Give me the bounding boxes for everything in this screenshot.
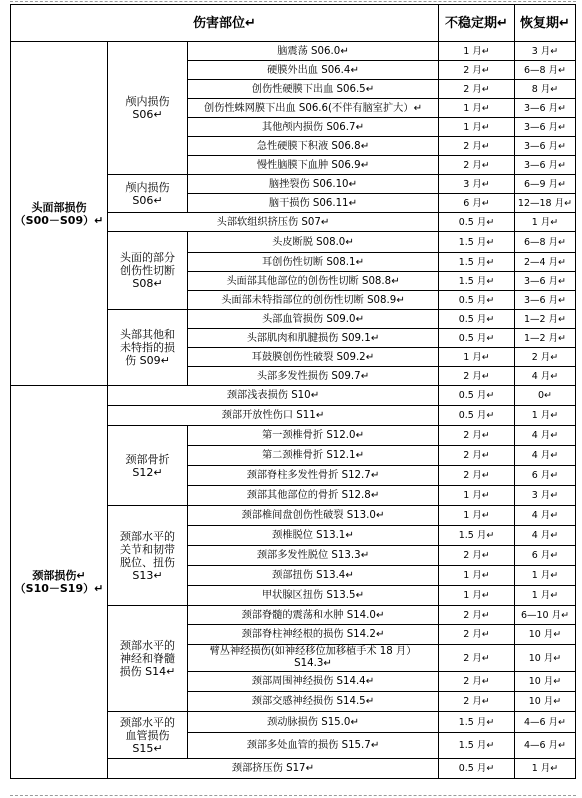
- unstable-period-cell: 1 月↵: [439, 348, 515, 367]
- injury-name-cell: 急性硬膜下积液 S06.8↵: [188, 137, 439, 156]
- unstable-period-cell: 1 月↵: [439, 506, 515, 526]
- unstable-period-cell: 0.5 月↵: [439, 329, 515, 348]
- injury-name-cell: 硬膜外出血 S06.4↵: [188, 61, 439, 80]
- recovery-period-cell: 6—9 月↵: [515, 175, 576, 194]
- unstable-period-cell: 1 月↵: [439, 99, 515, 118]
- unstable-period-cell: 2 月↵: [439, 672, 515, 692]
- unstable-period-cell: 2 月↵: [439, 546, 515, 566]
- injury-name-cell: 耳鼓膜创伤性破裂 S09.2↵: [188, 348, 439, 367]
- injury-name-cell: 颈部脊柱多发性骨折 S12.7↵: [188, 466, 439, 486]
- unstable-period-cell: 0.5 月↵: [439, 291, 515, 310]
- recovery-period-cell: 10 月↵: [515, 692, 576, 712]
- unstable-period-cell: 1.5 月↵: [439, 733, 515, 759]
- recovery-period-cell: 8 月↵: [515, 80, 576, 99]
- recovery-period-cell: 2—4 月↵: [515, 253, 576, 272]
- recovery-period-cell: 3—6 月↵: [515, 291, 576, 310]
- unstable-period-cell: 2 月↵: [439, 156, 515, 175]
- recovery-period-cell: 0↵: [515, 386, 576, 406]
- unstable-period-cell: 1 月↵: [439, 118, 515, 137]
- injury-name-cell: 其他颅内损伤 S06.7↵: [188, 118, 439, 137]
- injury-name-cell: 颈部挤压伤 S17↵: [108, 759, 439, 779]
- recovery-period-cell: 3—6 月↵: [515, 156, 576, 175]
- unstable-period-cell: 1 月↵: [439, 486, 515, 506]
- subcategory-cell: 颈部水平的 血管损伤 S15↵: [108, 712, 188, 759]
- injury-name-cell: 脑震荡 S06.0↵: [188, 42, 439, 61]
- recovery-period-cell: 3—6 月↵: [515, 99, 576, 118]
- subcategory-cell: 头部其他和 未特指的损 伤 S09↵: [108, 310, 188, 386]
- unstable-period-cell: 0.5 月↵: [439, 386, 515, 406]
- header-unstable-period: 不稳定期↵: [439, 5, 515, 42]
- injury-name-cell: 颈部扭伤 S13.4↵: [188, 566, 439, 586]
- unstable-period-cell: 2 月↵: [439, 137, 515, 156]
- recovery-period-cell: 4 月↵: [515, 446, 576, 466]
- injury-name-cell: 颈部交感神经损伤 S14.5↵: [188, 692, 439, 712]
- injury-name-cell: 颈椎脱位 S13.1↵: [188, 526, 439, 546]
- recovery-period-cell: 4—6 月↵: [515, 712, 576, 733]
- recovery-period-cell: 3—6 月↵: [515, 272, 576, 291]
- recovery-period-cell: 3—6 月↵: [515, 137, 576, 156]
- unstable-period-cell: 1 月↵: [439, 42, 515, 61]
- unstable-period-cell: 2 月↵: [439, 645, 515, 672]
- recovery-period-cell: 6 月↵: [515, 466, 576, 486]
- subcategory-cell: 头面的部分 创伤性切断 S08↵: [108, 232, 188, 310]
- unstable-period-cell: 2 月↵: [439, 80, 515, 99]
- injury-name-cell: 头部血管损伤 S09.0↵: [188, 310, 439, 329]
- recovery-period-cell: 4 月↵: [515, 506, 576, 526]
- injury-period-table: [10, 4, 576, 779]
- table-header-row: [11, 5, 576, 42]
- recovery-period-cell: 1 月↵: [515, 406, 576, 426]
- page-top-edge: [10, 1, 576, 2]
- injury-name-cell: 耳创伤性切断 S08.1↵: [188, 253, 439, 272]
- recovery-period-cell: 4 月↵: [515, 526, 576, 546]
- injury-name-cell: 颈动脉损伤 S15.0↵: [188, 712, 439, 733]
- recovery-period-cell: 3 月↵: [515, 42, 576, 61]
- injury-name-cell: 颈部开放性伤口 S11↵: [108, 406, 439, 426]
- injury-name-cell: 颈部多发性脱位 S13.3↵: [188, 546, 439, 566]
- header-injury-part: 伤害部位↵: [11, 5, 439, 42]
- table-body: [11, 42, 576, 779]
- unstable-period-cell: 1.5 月↵: [439, 526, 515, 546]
- unstable-period-cell: 2 月↵: [439, 367, 515, 386]
- table-row: [11, 42, 576, 61]
- injury-name-cell: 创伤性硬膜下出血 S06.5↵: [188, 80, 439, 99]
- subcategory-cell: 颈部水平的 神经和脊髓 损伤 S14↵: [108, 606, 188, 712]
- injury-name-cell: 颈部多处血管的损伤 S15.7↵: [188, 733, 439, 759]
- injury-name-cell: 头部多发性损伤 S09.7↵: [188, 367, 439, 386]
- injury-name-cell: 颈部其他部位的骨折 S12.8↵: [188, 486, 439, 506]
- injury-name-cell: 头部软组织挤压伤 S07↵: [108, 213, 439, 232]
- recovery-period-cell: 10 月↵: [515, 625, 576, 645]
- unstable-period-cell: 0.5 月↵: [439, 213, 515, 232]
- recovery-period-cell: 1 月↵: [515, 586, 576, 606]
- injury-name-cell: 颈部浅表损伤 S10↵: [108, 386, 439, 406]
- injury-name-cell: 甲状腺区扭伤 S13.5↵: [188, 586, 439, 606]
- unstable-period-cell: 1.5 月↵: [439, 272, 515, 291]
- recovery-period-cell: 1 月↵: [515, 759, 576, 779]
- injury-name-cell: 颈部脊柱神经根的损伤 S14.2↵: [188, 625, 439, 645]
- subcategory-cell: 颈部骨折 S12↵: [108, 426, 188, 506]
- recovery-period-cell: 3—6 月↵: [515, 118, 576, 137]
- injury-name-cell: 臂丛神经损伤(如神经移位加移植手术 18 月） S14.3↵: [188, 645, 439, 672]
- injury-name-cell: 颈部脊髓的震荡和水肿 S14.0↵: [188, 606, 439, 625]
- unstable-period-cell: 1.5 月↵: [439, 232, 515, 253]
- injury-name-cell: 颈部周围神经损伤 S14.4↵: [188, 672, 439, 692]
- category-cell: 颈部损伤↵ （S10－S19）↵: [11, 386, 108, 779]
- recovery-period-cell: 10 月↵: [515, 645, 576, 672]
- recovery-period-cell: 1—2 月↵: [515, 329, 576, 348]
- injury-name-cell: 慢性脑膜下血肿 S06.9↵: [188, 156, 439, 175]
- recovery-period-cell: 6—8 月↵: [515, 61, 576, 80]
- unstable-period-cell: 2 月↵: [439, 446, 515, 466]
- unstable-period-cell: 1.5 月↵: [439, 253, 515, 272]
- table-row: [11, 386, 576, 406]
- page-bottom-edge: [10, 795, 576, 796]
- unstable-period-cell: 0.5 月↵: [439, 310, 515, 329]
- subcategory-cell: 颅内损伤 S06↵: [108, 175, 188, 213]
- category-cell: 头面部损伤 （S00－S09）↵: [11, 42, 108, 386]
- unstable-period-cell: 2 月↵: [439, 426, 515, 446]
- unstable-period-cell: 1.5 月↵: [439, 712, 515, 733]
- unstable-period-cell: 1 月↵: [439, 566, 515, 586]
- subcategory-cell: 颈部水平的 关节和韧带 脱位、扭伤 S13↵: [108, 506, 188, 606]
- unstable-period-cell: 0.5 月↵: [439, 759, 515, 779]
- recovery-period-cell: 4—6 月↵: [515, 733, 576, 759]
- recovery-period-cell: 2 月↵: [515, 348, 576, 367]
- unstable-period-cell: 2 月↵: [439, 692, 515, 712]
- recovery-period-cell: 10 月↵: [515, 672, 576, 692]
- unstable-period-cell: 1 月↵: [439, 586, 515, 606]
- unstable-period-cell: 2 月↵: [439, 61, 515, 80]
- unstable-period-cell: 3 月↵: [439, 175, 515, 194]
- unstable-period-cell: 6 月↵: [439, 194, 515, 213]
- injury-name-cell: 脑挫裂伤 S06.10↵: [188, 175, 439, 194]
- recovery-period-cell: 12—18 月↵: [515, 194, 576, 213]
- subcategory-cell: 颅内损伤 S06↵: [108, 42, 188, 175]
- injury-name-cell: 创伤性蛛网膜下出血 S06.6(不伴有脑室扩大）↵: [188, 99, 439, 118]
- injury-name-cell: 头部肌肉和肌腱损伤 S09.1↵: [188, 329, 439, 348]
- injury-name-cell: 颈部椎间盘创伤性破裂 S13.0↵: [188, 506, 439, 526]
- unstable-period-cell: 2 月↵: [439, 466, 515, 486]
- injury-name-cell: 脑干损伤 S06.11↵: [188, 194, 439, 213]
- recovery-period-cell: 1—2 月↵: [515, 310, 576, 329]
- recovery-period-cell: 1 月↵: [515, 566, 576, 586]
- injury-name-cell: 头面部未特指部位的创伤性切断 S08.9↵: [188, 291, 439, 310]
- recovery-period-cell: 3 月↵: [515, 486, 576, 506]
- recovery-period-cell: 6 月↵: [515, 546, 576, 566]
- injury-name-cell: 第一颈椎骨折 S12.0↵: [188, 426, 439, 446]
- recovery-period-cell: 4 月↵: [515, 426, 576, 446]
- recovery-period-cell: 6—8 月↵: [515, 232, 576, 253]
- unstable-period-cell: 0.5 月↵: [439, 406, 515, 426]
- unstable-period-cell: 2 月↵: [439, 625, 515, 645]
- recovery-period-cell: 6—10 月↵: [515, 606, 576, 625]
- injury-name-cell: 头皮断脱 S08.0↵: [188, 232, 439, 253]
- injury-name-cell: 头面部其他部位的创伤性切断 S08.8↵: [188, 272, 439, 291]
- injury-name-cell: 第二颈椎骨折 S12.1↵: [188, 446, 439, 466]
- recovery-period-cell: 4 月↵: [515, 367, 576, 386]
- recovery-period-cell: 1 月↵: [515, 213, 576, 232]
- header-recovery-period: 恢复期↵: [515, 5, 576, 42]
- unstable-period-cell: 2 月↵: [439, 606, 515, 625]
